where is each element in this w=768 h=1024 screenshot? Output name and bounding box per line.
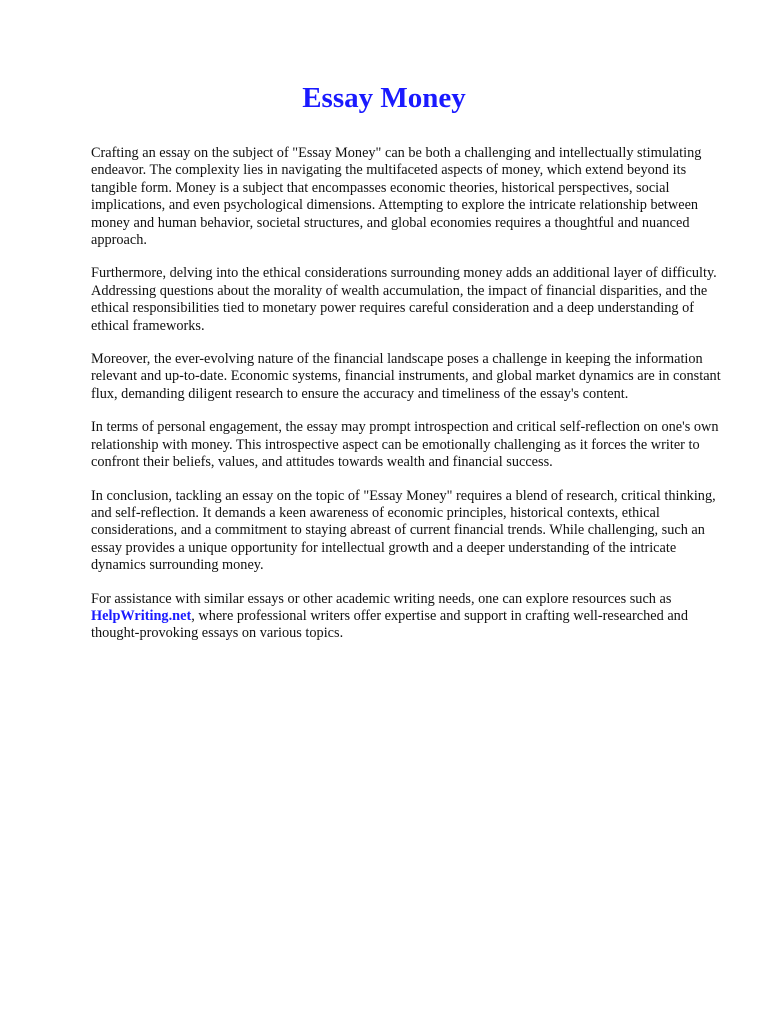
paragraph-closing <box>91 591 731 643</box>
page-title: Essay Money <box>302 82 466 114</box>
paragraph-ethics: Furthermore, delving into the ethical considerations surrounding money adds an additional layer of difficulty. Addressing questions about the morality of wealth accumulation, the impact of financial disparities, and the ethical responsibilities tied to monetary power requires careful consideration and a deep understanding of ethical frameworks. <box>91 265 717 334</box>
closing-text-before-link: For assistance with similar essays or other academic writing needs, one can explore resources such as <box>91 590 672 607</box>
paragraph-landscape: Moreover, the ever-evolving nature of the financial landscape poses a challenge in keeping the information relevant and up-to-date. Economic systems, financial instruments, and global market dynamics are in constant flux, demanding diligent research to ensure the accuracy and timeliness of the essay's content. <box>91 351 721 402</box>
closing-text-after-link: , where professional writers offer expertise and support in crafting well-researched and thought-provoking essays on various topics. <box>91 607 688 642</box>
paragraph-personal: In terms of personal engagement, the essay may prompt introspection and critical self-reflection on one's own relationship with money. This introspective aspect can be emotionally challenging as it forces the writer to confront their beliefs, values, and attitudes towards wealth and financial success. <box>91 419 719 471</box>
helpwriting-link[interactable]: HelpWriting.net <box>91 607 192 624</box>
paragraph-conclusion: In conclusion, tackling an essay on the topic of "Essay Money" requires a blend of research, critical thinking, and self-reflection. It demands a keen awareness of economic principles, historical contexts, ethical considerations, and a commitment to staying abreast of current financial trends. While challenging, such an essay provides a unique opportunity for intellectual growth and a deeper understanding of the intricate dynamics surrounding money. <box>91 487 716 574</box>
paragraph-intro: Crafting an essay on the subject of "Essay Money" can be both a challenging and intellectually stimulating endeavor. The complexity lies in navigating the multifaceted aspects of money, which extend beyond its tangible form. Money is a subject that encompasses economic theories, historical perspectives, social implications, and even psychological dimensions. Attempting to explore the intricate relationship between money and human behavior, societal structures, and global economies requires a thoughtful and nuanced approach. <box>91 145 702 249</box>
document-body <box>91 145 731 659</box>
